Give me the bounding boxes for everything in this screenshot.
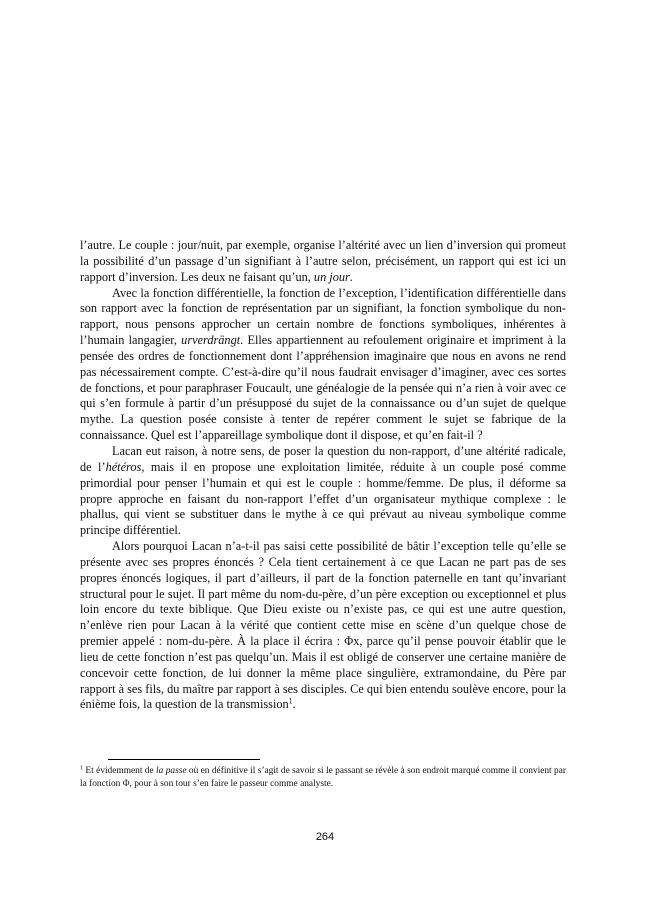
- paragraph-4-end: .: [292, 697, 296, 712]
- paragraph-1-text: l’autre. Le couple : jour/nuit, par exemple, organise l’altérité avec un lien d’inversion qui promeut la possibilité d’un passage d’un signifiant à l’autre selon, précisément, un rapport qui est ici un rapport d’inversion. Les deux ne faisant qu’un,: [80, 238, 566, 284]
- footnote-emphasis: la passe: [156, 766, 187, 776]
- paragraph-2-emphasis: urverdrängt: [181, 333, 241, 348]
- footnote-text-end: où en définitive il s’agit de savoir si le passant se révèle à son endroit marqué comme il convient par la fonction Φ, pour à son tour s’en faire le passeur comme analyste.: [80, 766, 566, 789]
- paragraph-1: [80, 238, 566, 286]
- paragraph-3: [80, 444, 566, 539]
- paragraph-2-text: Avec la fonction différentielle, la fonction de l’exception, l’identification différentielle dans son rapport avec la fonction de représentation par un signifiant, la fonction symbolique du non-rapport, nous pensons approcher un certain nombre de fonctions symboliques, inhérentes à l’humain langagier,: [80, 285, 566, 348]
- footnote-number: 1: [80, 765, 84, 772]
- paragraph-3-end: , mais il en propose une exploitation limitée, réduite à un couple posé comme primordial pour penser l’humain et qui est le couple : homme/femme. De plus, il déforme sa propre approche en faisant du non-rapport l’effet d’un organisateur mythique complexe : le phallus, qui vient se substituer dans le mythe à ce qui prévaut au niveau symbolique comme principe différentiel.: [80, 459, 566, 538]
- main-text: [80, 238, 566, 713]
- paragraph-4-text: Alors pourquoi Lacan n’a-t-il pas saisi cette possibilité de bâtir l’exception telle qu’elle se présente avec ses propres énoncés ? Cela tient certainement à ce que Lacan ne part pas de ses propres énoncés logiques, il part d’ailleurs, il part de la fonction paternelle en tant qu’invariant structural pour le sujet. Il part même du nom-du-père, d’un père exception ou exceptionnel et plus loin encore du texte biblique. Que Dieu existe ou n’existe pas, ce qui est une autre question, n’enlève rien pour Lacan à la vérité que contient cette mise en scène d’un quelque chose de premier appelé : nom-du-père. À la place il écrira : Φx, parce qu’il pense pouvoir établir que le lieu de cette fonction n’est pas quelqu’un. Mais il est obligé de conserver une certaine manière de concevoir cette fonction, de lui donner la même place singulière, extramondaine, du Père par rapport à ses fils, du maître par rapport à ses disciples. Ce qui bien entendu soulève encore, pour la énième fois, la question de la transmission: [80, 539, 566, 712]
- footnote-divider: [108, 759, 260, 760]
- footnote-reference[interactable]: 1: [288, 697, 293, 707]
- footnote: [80, 765, 566, 790]
- paragraph-1-end: .: [349, 269, 353, 284]
- paragraph-1-emphasis: un jour: [313, 269, 350, 284]
- page-number: 264: [315, 831, 335, 843]
- paragraph-4: [80, 539, 566, 713]
- paragraph-2-end: . Elles appartiennent au refoulement originaire et impriment à la pensée des ordres de fonctionnement dont l’appréhension imaginaire que nous en avons ne rend pas nécessairement compte. C’est-à-dire qu’il nous faudrait envisager d’imaginer, avec ces sortes de fonctions, et pour paraphraser Foucault, une généalogie de la pensée qui n’a rien à voir avec ce qui s’en formule à partir d’un présupposé du sujet de la connaissance ou d’un sujet de quelque mythe. La question posée consiste à tenter de repérer comment le sujet se fabrique de la connaissance. Quel est l’appareillage symbolique dont il dispose, et qu’en fait-il ?: [80, 333, 566, 443]
- footnote-1: [80, 765, 566, 790]
- footnote-text: Et évidemment de: [83, 766, 157, 776]
- paragraph-2: [80, 286, 566, 444]
- paragraph-3-text: Lacan eut raison, à notre sens, de poser la question du non-rapport, d’une altérité radicale, de l’: [80, 443, 566, 474]
- paragraph-3-emphasis: hétéros: [105, 459, 142, 474]
